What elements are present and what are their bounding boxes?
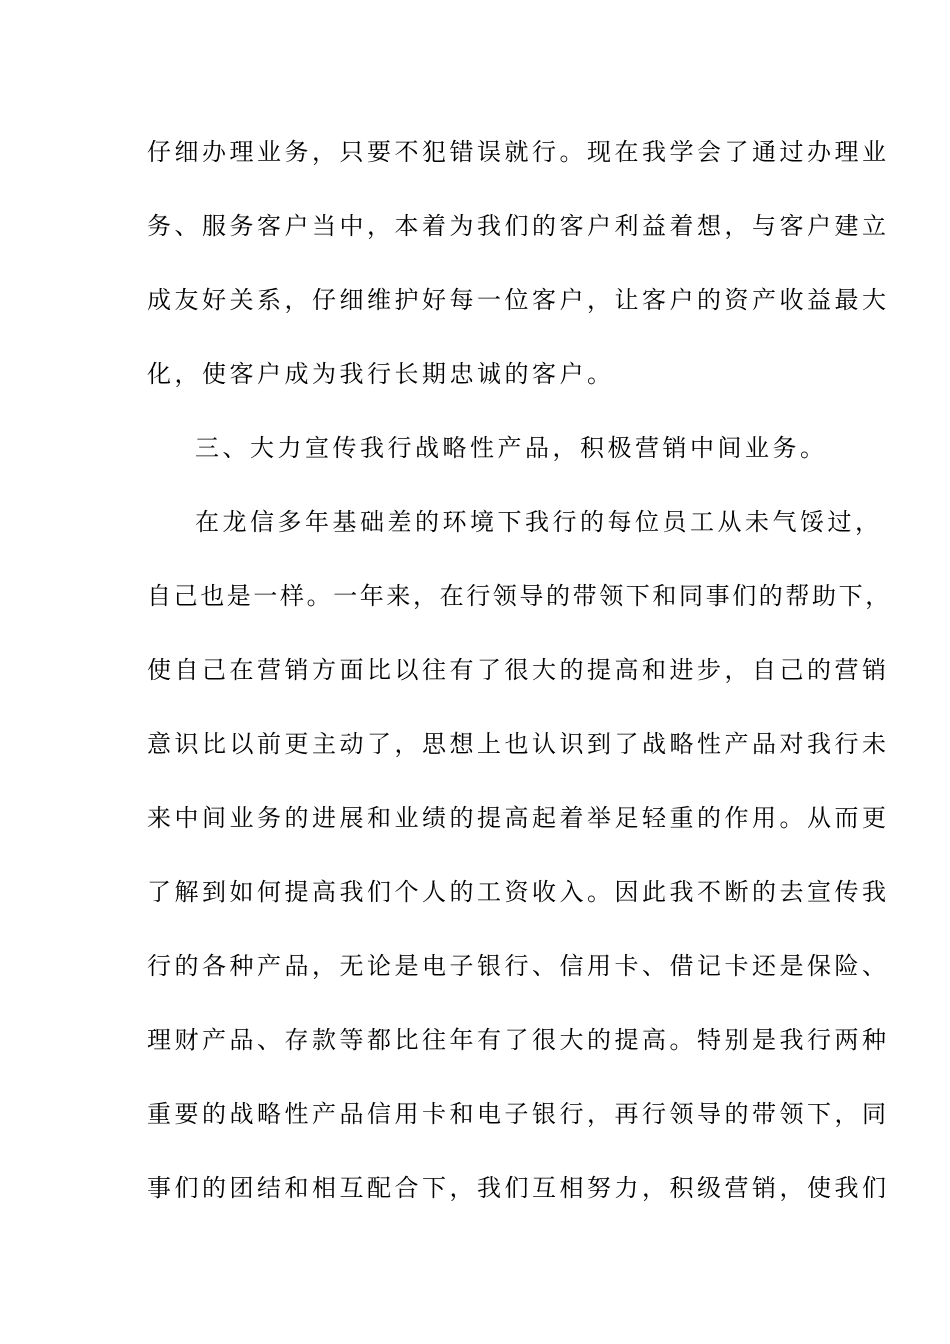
text-line: 行的各种产品，无论是电子银行、信用卡、借记卡还是保险、	[147, 952, 890, 980]
text-line: 在龙信多年基础差的环境下我行的每位员工从未气馁过，	[195, 508, 883, 536]
text-line: 重要的战略性产品信用卡和电子银行，再行领导的带领下，同	[147, 1100, 890, 1128]
text-line: 成友好关系，仔细维护好每一位客户，让客户的资产收益最大	[147, 286, 890, 314]
text-line: 意识比以前更主动了，思想上也认识到了战略性产品对我行未	[147, 730, 890, 758]
text-line: 务、服务客户当中，本着为我们的客户利益着想，与客户建立	[147, 212, 890, 240]
text-line: 仔细办理业务，只要不犯错误就行。现在我学会了通过办理业	[147, 138, 890, 166]
text-line: 理财产品、存款等都比往年有了很大的提高。特别是我行两种	[147, 1026, 890, 1054]
text-line: 使自己在营销方面比以往有了很大的提高和进步，自己的营销	[147, 656, 890, 684]
text-line: 事们的团结和相互配合下，我们互相努力，积级营销，使我们	[147, 1174, 890, 1202]
text-line: 自己也是一样。一年来，在行领导的带领下和同事们的帮助下，	[147, 582, 892, 610]
section-heading: 三、大力宣传我行战略性产品，积极营销中间业务。	[195, 434, 828, 462]
text-line: 了解到如何提高我们个人的工资收入。因此我不断的去宣传我	[147, 878, 890, 906]
text-line: 来中间业务的进展和业绩的提高起着举足轻重的作用。从而更	[147, 804, 890, 832]
text-line: 化，使客户成为我行长期忠诚的客户。	[147, 360, 615, 388]
